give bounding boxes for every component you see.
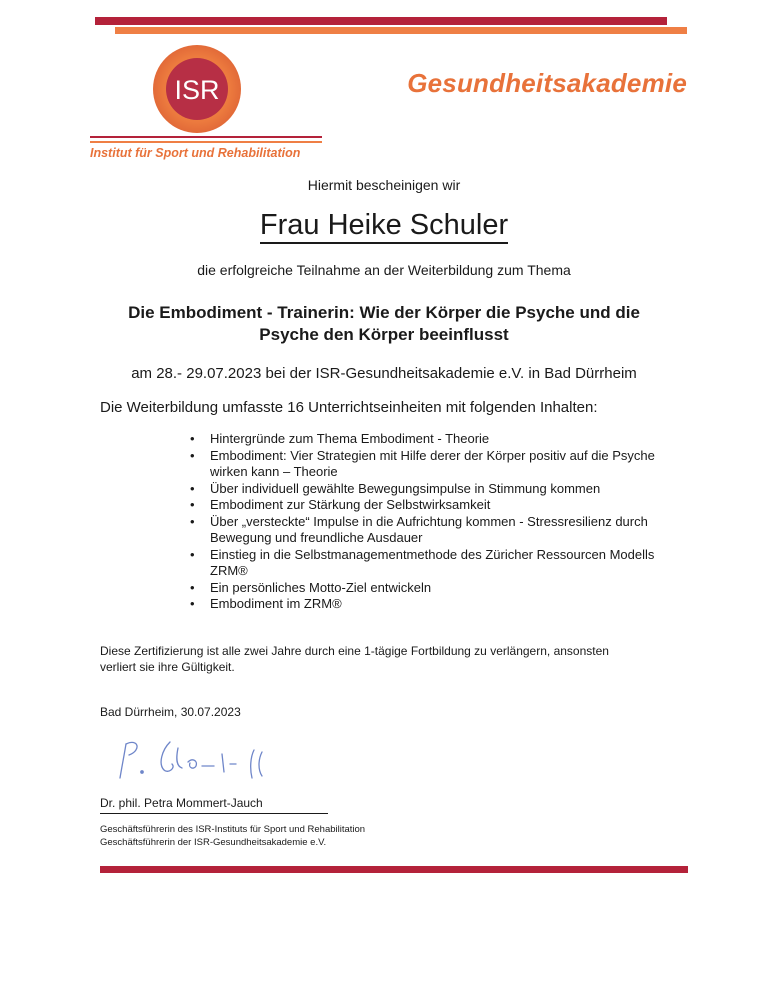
place-date: Bad Dürrheim, 30.07.2023 [100,705,241,719]
renewal-line-1: Diese Zertifizierung ist alle zwei Jahre durch eine 1-tägige Fortbildung zu verlängern, ansonsten [100,644,609,658]
logo-text: ISR [174,75,220,105]
bottom-red-bar [100,866,688,873]
signer-role [100,824,365,849]
topic-line-2: Psyche den Körper beeinflusst [259,325,509,344]
contents-list [190,431,660,613]
list-item: • Hintergründe zum Thema Embodiment - Theorie [190,431,660,448]
participation-text: die erfolgreiche Teilnahme an der Weiterbildung zum Thema [197,262,571,278]
course-units: Die Weiterbildung umfasste 16 Unterrichtseinheiten mit folgenden Inhalten: [100,399,598,416]
brand-title: Gesundheitsakademie [407,68,687,98]
top-orange-bar [115,27,687,34]
top-red-bar [95,17,667,25]
list-item: • Embodiment: Vier Strategien mit Hilfe derer der Körper positiv auf die Psyche wirken kann – Theorie [190,448,660,481]
renewal-note [100,643,680,675]
list-item: • Über individuell gewählte Bewegungsimpulse in Stimmung kommen [190,481,660,498]
logo-divider-red [90,136,322,138]
recipient-name [0,209,768,242]
topic-line-1: Die Embodiment - Trainerin: Wie der Körper die Psyche und die [128,303,640,322]
role-line-2: Geschäftsführerin der ISR-Gesundheitsakademie e.V. [100,836,327,848]
institute-name: Institut für Sport und Rehabilitation [90,146,301,160]
signer-name: Dr. phil. Petra Mommert-Jauch [100,796,263,810]
list-item: • Einstieg in die Selbstmanagementmethode des Züricher Ressourcen Modells ZRM® [190,547,660,580]
list-item: • Embodiment zur Stärkung der Selbstwirksamkeit [190,497,660,514]
course-topic [0,302,768,346]
list-item: • Über „versteckte“ Impulse in die Aufrichtung kommen - Stressresilienz durch Bewegung und freundliche Ausdauer [190,514,660,547]
list-item: • Ein persönliches Motto-Ziel entwickeln [190,580,660,597]
list-item: • Embodiment im ZRM® [190,596,660,613]
intro-text: Hiermit bescheinigen wir [307,177,461,193]
course-date: am 28.- 29.07.2023 bei der ISR-Gesundheitsakademie e.V. in Bad Dürrheim [131,365,637,382]
logo-divider-orange [90,141,322,143]
renewal-line-2: verliert sie ihre Gültigkeit. [100,660,235,674]
signature-line [100,813,328,814]
recipient-name-text: Frau Heike Schuler [260,209,508,244]
isr-logo [152,44,242,134]
role-line-1: Geschäftsführerin des ISR-Instituts für Sport und Rehabilitation [100,824,366,835]
handwritten-signature [112,728,312,788]
